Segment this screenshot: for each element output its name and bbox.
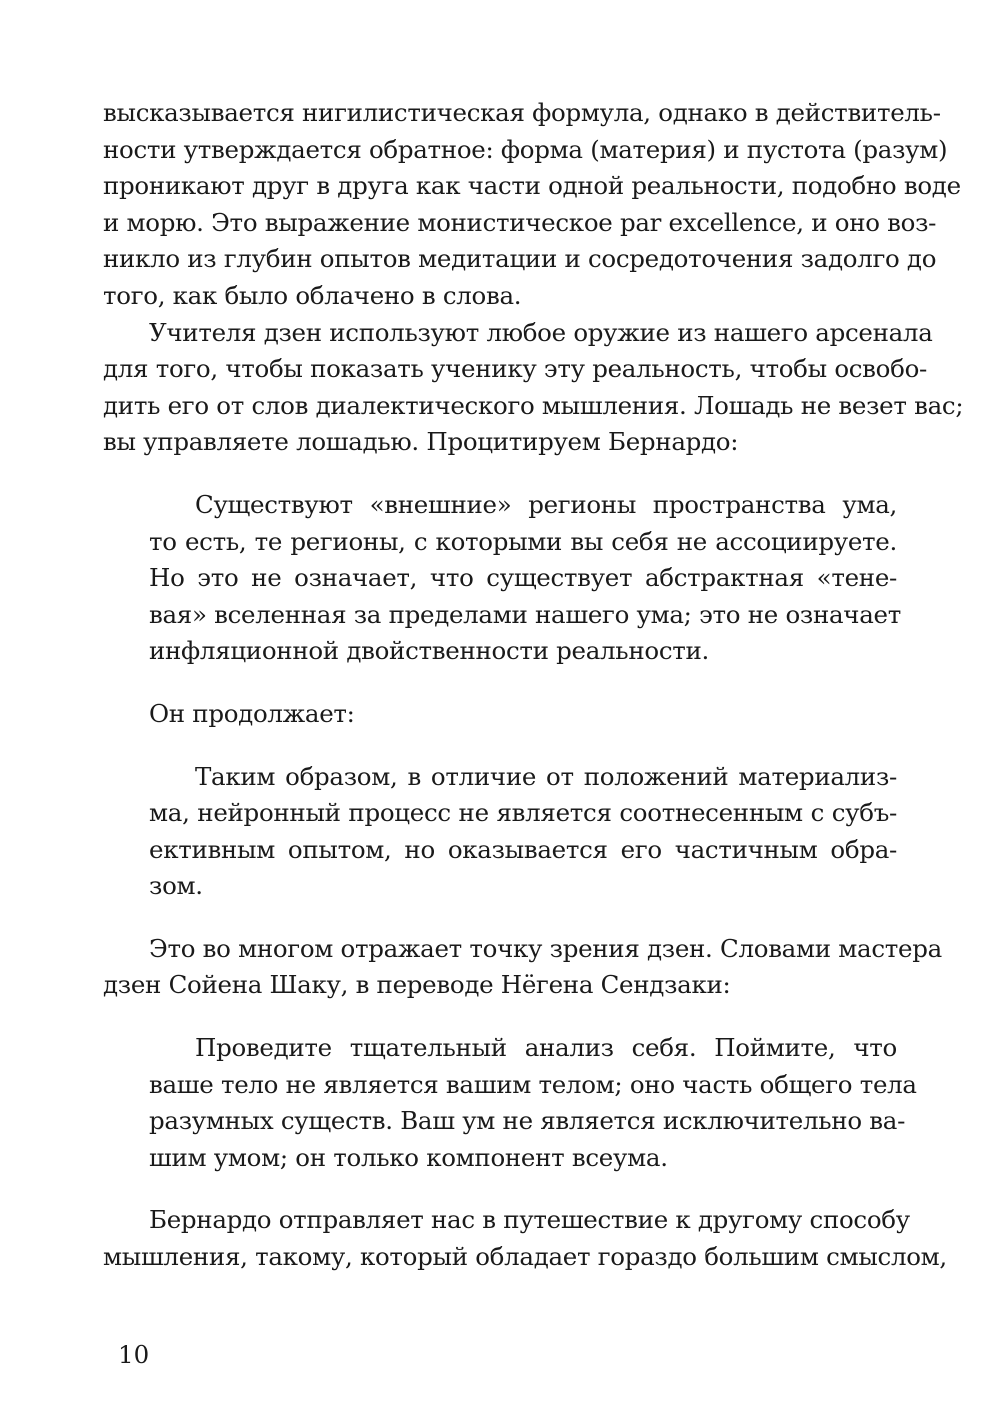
paragraph-3 [103, 696, 897, 733]
text-line: ности утверждается обратное: форма (материя) и пустота (разум) [103, 134, 948, 164]
spacer [103, 905, 897, 931]
text-line: Он продолжает: [149, 698, 355, 728]
text-line: Это во многом отражает точку зрения дзен. Словами мастера [149, 933, 942, 963]
text-line: мышления, такому, который обладает гораздо большим смыслом, [103, 1242, 947, 1272]
quote-line: зом. [149, 871, 203, 901]
paragraph-1 [103, 95, 961, 315]
body-text [103, 95, 964, 1276]
spacer [103, 1004, 897, 1030]
text-line: того, как было облачено в слова. [103, 280, 522, 310]
spacer [103, 733, 897, 759]
text-line: дить его от слов диалектического мышления. Лошадь не везет вас; [103, 390, 964, 420]
quote-line: ваше тело не является вашим телом; оно часть общего тела [149, 1069, 917, 1099]
spacer [103, 461, 897, 487]
block-quote-1 [149, 487, 901, 670]
text-line: для того, чтобы показать ученику эту реальность, чтобы освобо- [103, 354, 928, 384]
text-line: высказывается нигилистическая формула, однако в действитель- [103, 98, 941, 127]
text-line: никло из глубин опытов медитации и сосредоточения задолго до [103, 244, 937, 274]
quote-line: вая» вселенная за пределами нашего ума; это не означает [149, 599, 901, 629]
text-line: вы управляете лошадью. Процитируем Бернардо: [103, 427, 739, 457]
quote-line: то есть, те регионы, с которыми вы себя не ассоциируете. [149, 526, 897, 556]
spacer [103, 670, 897, 696]
text-line: и морю. Это выражение монистическое par excellence, и оно воз- [103, 207, 937, 237]
quote-line: ма, нейронный процесс не является соотнесенным с субъ- [149, 798, 897, 828]
quote-line: Таким образом, в отличие от положений материализ- [195, 761, 897, 791]
quote-line: Проведите тщательный анализ себя. Поймите, что [195, 1033, 897, 1063]
paragraph-4 [103, 931, 942, 1004]
paragraph-5 [103, 1202, 947, 1275]
text-line: проникают друг в друга как части одной реальности, подобно воде [103, 171, 961, 201]
paragraph-2 [103, 315, 964, 461]
quote-line: Но это не означает, что существует абстрактная «тене- [149, 563, 897, 593]
quote-line: инфляционной двойственности реальности. [149, 636, 710, 666]
page-number: 10 [118, 1340, 150, 1369]
block-quote-2 [149, 759, 897, 905]
spacer [103, 1176, 897, 1202]
quote-line: разумных существ. Ваш ум не является исключительно ва- [149, 1106, 906, 1136]
quote-line: Существуют «внешние» регионы пространства ума, [195, 489, 897, 519]
quote-line: шим умом; он только компонент всеума. [149, 1142, 668, 1172]
block-quote-3 [149, 1030, 917, 1176]
text-line: Бернардо отправляет нас в путешествие к другому способу [149, 1205, 910, 1235]
text-line: Учителя дзен используют любое оружие из нашего арсенала [149, 317, 933, 347]
quote-line: ективным опытом, но оказывается его частичным обра- [149, 834, 897, 864]
text-line: дзен Сойена Шаку, в переводе Нёгена Сендзаки: [103, 970, 731, 1000]
